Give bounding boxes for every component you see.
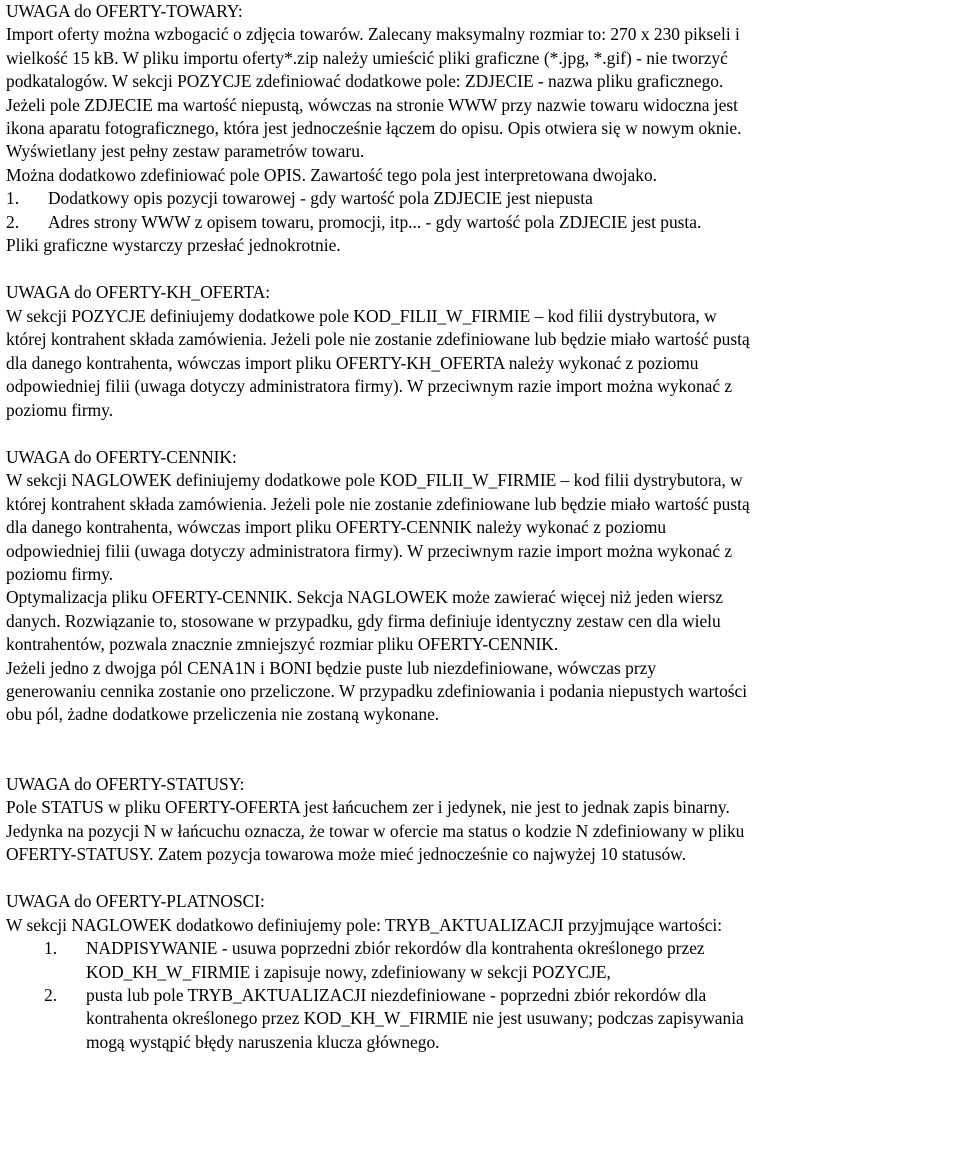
- paragraph-line: generowaniu cennika zostanie ono przeliczone. W przypadku zdefiniowania i podania niepustych wartości: [6, 680, 748, 701]
- paragraph-line: wielkość 15 kB. W pliku importu oferty*.zip należy umieścić pliki graficzne (*.jpg, *.gif) - nie tworzyć: [6, 47, 728, 68]
- paragraph-line: Jedynka na pozycji N w łańcuchu oznacza, że towar w ofercie ma status o kodzie N zdefiniowany w pliku: [6, 820, 745, 841]
- list-text: [86, 937, 950, 984]
- paragraph-line: Jeżeli pole ZDJECIE ma wartość niepustą, wówczas na stronie WWW przy nazwie towaru widoczna jest: [6, 94, 738, 115]
- paragraph-line: Pliki graficzne wystarczy przesłać jednokrotnie.: [6, 235, 341, 256]
- list-item: [6, 187, 950, 210]
- paragraph-line: Import oferty można wzbogacić o zdjęcia towarów. Zalecany maksymalny rozmiar to: 270 x 230 pikseli i: [6, 24, 740, 45]
- paragraph-line: Można dodatkowo zdefiniować pole OPIS. Zawartość tego pola jest interpretowana dwojako.: [6, 164, 657, 185]
- paragraph-line: OFERTY-STATUSY. Zatem pozycja towarowa może mieć jednocześnie co najwyżej 10 statusów.: [6, 844, 686, 864]
- paragraph-line: W sekcji NAGLOWEK definiujemy dodatkowe pole KOD_FILII_W_FIRMIE – kod filii dystrybutora, w: [6, 470, 743, 491]
- section-oferty-kh-oferta: [6, 281, 950, 421]
- paragraph-line: dla danego kontrahenta, wówczas import pliku OFERTY-CENNIK należy wykonać z poziomu: [6, 517, 667, 538]
- list-text-line: pusta lub pole TRYB_AKTUALIZACJI niezdefiniowane - poprzedni zbiór rekordów dla: [86, 985, 707, 1006]
- paragraph-line: odpowiedniej filii (uwaga dotyczy administratora firmy). W przeciwnym razie import można wykonać z: [6, 540, 733, 561]
- section-heading: UWAGA do OFERTY-PLATNOSCI:: [6, 891, 265, 912]
- paragraph-line: podkatalogów. W sekcji POZYCJE zdefiniować dodatkowe pole: ZDJECIE - nazwa pliku graficznego.: [6, 71, 724, 92]
- list-text: [86, 984, 950, 1054]
- section-oferty-cennik: [6, 446, 950, 727]
- list-item: [6, 984, 950, 1054]
- paragraph-line: W sekcji NAGLOWEK dodatkowo definiujemy pole: TRYB_AKTUALIZACJI przyjmujące wartości:: [6, 914, 723, 935]
- paragraph-line: obu pól, żadne dodatkowe przeliczenia nie zostaną wykonane.: [6, 704, 440, 725]
- list-number: 2.: [44, 985, 58, 1006]
- section-heading: UWAGA do OFERTY-KH_OFERTA:: [6, 282, 271, 303]
- list-number: 1.: [6, 188, 20, 209]
- section-oferty-towary: [6, 0, 950, 257]
- list-text: Adres strony WWW z opisem towaru, promocji, itp... - gdy wartość pola ZDJECIE jest pusta.: [48, 211, 702, 232]
- ordered-list: [6, 187, 950, 234]
- list-text-line: NADPISYWANIE - usuwa poprzedni zbiór rekordów dla kontrahenta określonego przez: [86, 938, 705, 959]
- paragraph-line: ikona aparatu fotograficznego, która jest jednocześnie łączem do opisu. Opis otwiera się w nowym oknie.: [6, 118, 742, 139]
- list-item: [6, 937, 950, 984]
- list-text-line: KOD_KH_W_FIRMIE i zapisuje nowy, zdefiniowany w sekcji POZYCJE,: [86, 961, 611, 982]
- paragraph-line: Wyświetlany jest pełny zestaw parametrów towaru.: [6, 141, 365, 162]
- list-text: Dodatkowy opis pozycji towarowej - gdy wartość pola ZDJECIE jest niepusta: [48, 188, 593, 209]
- paragraph-line: której kontrahent składa zamówienia. Jeżeli pole nie zostanie zdefiniowane lub będzie miało wartość pustą: [6, 493, 750, 514]
- paragraph-line: Pole STATUS w pliku OFERTY-OFERTA jest łańcuchem zer i jedynek, nie jest to jednak zapis binarny.: [6, 797, 730, 818]
- list-text-line: kontrahenta określonego przez KOD_KH_W_FIRMIE nie jest usuwany; podczas zapisywania: [86, 1008, 744, 1029]
- paragraph-line: Optymalizacja pliku OFERTY-CENNIK. Sekcja NAGLOWEK może zawierać więcej niż jeden wiersz: [6, 587, 724, 608]
- paragraph-line: Jeżeli jedno z dwojga pól CENA1N i BONI będzie puste lub niezdefiniowane, wówczas przy: [6, 657, 657, 678]
- section-heading: UWAGA do OFERTY-STATUSY:: [6, 773, 245, 794]
- section-oferty-platnosci: [6, 890, 950, 1054]
- paragraph-line: kontrahentów, pozwala znacznie zmniejszyć rozmiar pliku OFERTY-CENNIK.: [6, 634, 559, 655]
- paragraph-line: poziomu firmy.: [6, 399, 114, 420]
- section-heading: UWAGA do OFERTY-TOWARY:: [6, 1, 243, 21]
- section-oferty-statusy: [6, 773, 950, 867]
- paragraph-line: której kontrahent składa zamówienia. Jeżeli pole nie zostanie zdefiniowane lub będzie miało wartość pustą: [6, 329, 750, 350]
- paragraph-line: poziomu firmy.: [6, 563, 114, 584]
- paragraph-line: danych. Rozwiązanie to, stosowane w przypadku, gdy firma definiuje identyczny zestaw cen dla wielu: [6, 610, 721, 631]
- paragraph-line: odpowiedniej filii (uwaga dotyczy administratora firmy). W przeciwnym razie import można wykonać z: [6, 376, 733, 397]
- list-text-line: mogą wystąpić błędy naruszenia klucza głównego.: [86, 1031, 440, 1052]
- list-number: 1.: [44, 938, 58, 959]
- paragraph-line: dla danego kontrahenta, wówczas import pliku OFERTY-KH_OFERTA należy wykonać z poziomu: [6, 352, 699, 373]
- paragraph-line: W sekcji POZYCJE definiujemy dodatkowe pole KOD_FILII_W_FIRMIE – kod filii dystrybutora, w: [6, 305, 717, 326]
- ordered-list: [6, 937, 950, 1054]
- list-item: [6, 211, 950, 234]
- section-heading: UWAGA do OFERTY-CENNIK:: [6, 446, 237, 467]
- list-number: 2.: [6, 211, 20, 232]
